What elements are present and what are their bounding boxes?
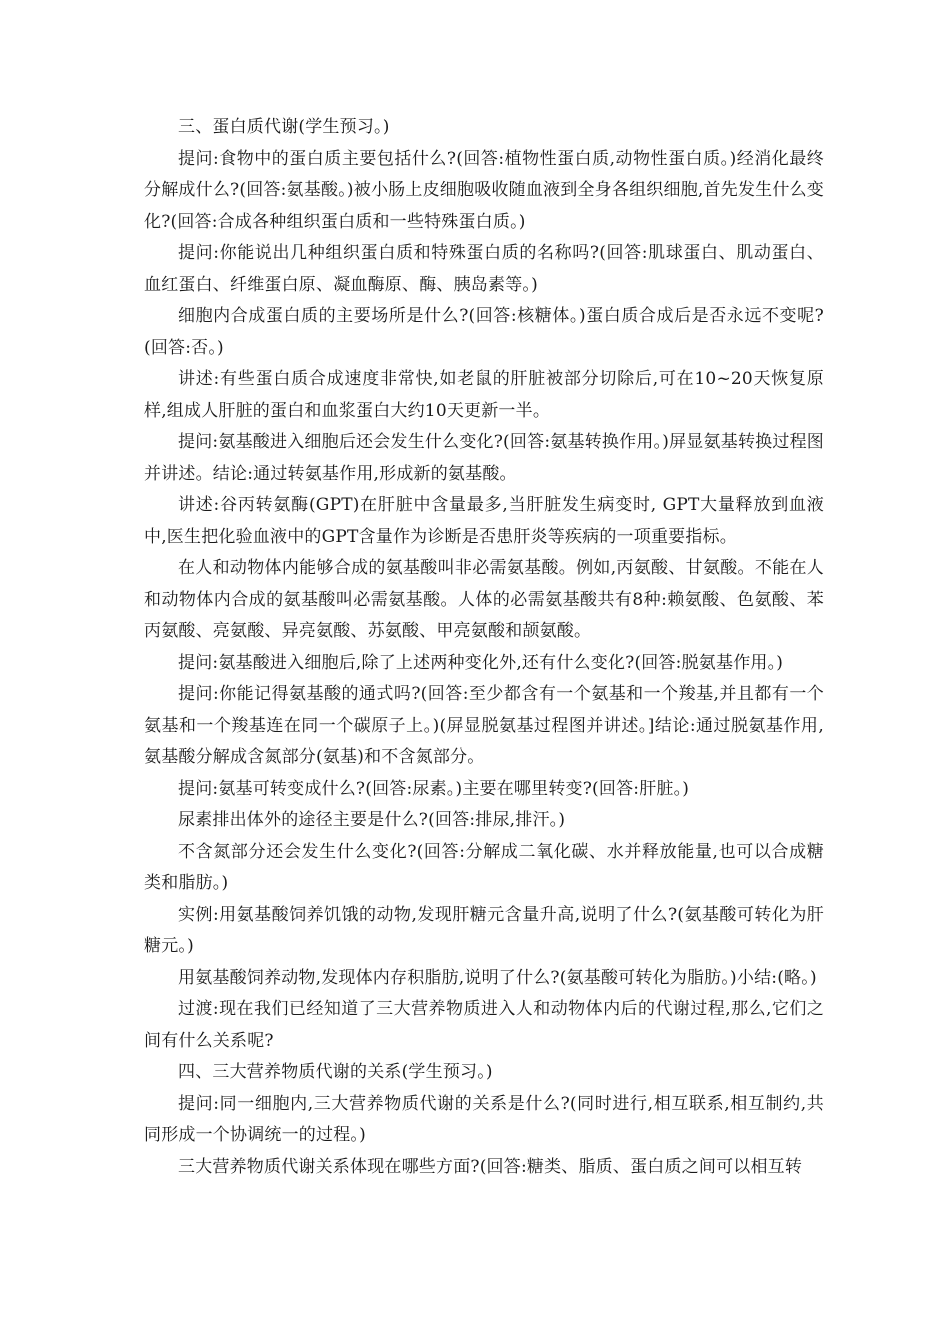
paragraph-gpt: 讲述:谷丙转氨酶(GPT)在肝脏中含量最多,当肝脏发生病变时, GPT大量释放到血液中,医生把化验血液中的GPT含量作为诊断是否患肝炎等疾病的一项重要指标。	[144, 495, 824, 547]
paragraph-essential-amino-acids: 在人和动物体内能够合成的氨基酸叫非必需氨基酸。例如,丙氨酸、甘氨酸。不能在人和动物体内合成的氨基酸叫必需氨基酸。人体的必需氨基酸共有8种:赖氨酸、色氨酸、苯丙氨酸、亮氨酸、异亮氨酸、苏氨酸、甲亮氨酸和颉氨酸。	[144, 558, 824, 641]
paragraph-protein-turnover: 讲述:有些蛋白质合成速度非常快,如老鼠的肝脏被部分切除后,可在10~20天恢复原样,组成人肝脏的蛋白和血浆蛋白大约10天更新一半。	[144, 369, 824, 421]
paragraph-relationship-question: 提问:同一细胞内,三大营养物质代谢的关系是什么?(同时进行,相互联系,相互制约,共同形成一个协调统一的过程。)	[144, 1093, 824, 1145]
paragraph-amino-acid-formula: 提问:你能记得氨基酸的通式吗?(回答:至少都含有一个氨基和一个羧基,并且都有一个氨基和一个羧基连在同一个碳原子上。)(屏显脱氨基过程图并讲述。]结论:通过脱氨基作用,氨基酸分解成含氮部分(氨基)和不含氮部分。	[144, 684, 824, 767]
paragraph-example-fat: 用氨基酸饲养动物,发现体内存积脂肪,说明了什么?(氨基酸可转化为脂肪。)小结:(略。)	[178, 967, 817, 988]
paragraph-urea: 提问:氨基可转变成什么?(回答:尿素。)主要在哪里转变?(回答:肝脏。)	[178, 778, 690, 799]
paragraph-question-protein-names: 提问:你能说出几种组织蛋白质和特殊蛋白质的名称吗?(回答:肌球蛋白、肌动蛋白、血红蛋白、纤维蛋白原、凝血酶原、酶、胰岛素等。)	[144, 243, 824, 295]
paragraph-transamination: 提问:氨基酸进入细胞后还会发生什么变化?(回答:氨基转换作用。)屏显氨基转换过程图并讲述。结论:通过转氨基作用,形成新的氨基酸。	[144, 432, 824, 484]
paragraph-relationship-aspects: 三大营养物质代谢关系体现在哪些方面?(回答:糖类、脂质、蛋白质之间可以相互转	[178, 1156, 803, 1177]
paragraph-transition: 过渡:现在我们已经知道了三大营养物质进入人和动物体内后的代谢过程,那么,它们之间有什么关系呢?	[144, 999, 824, 1051]
paragraph-deamination-question: 提问:氨基酸进入细胞后,除了上述两种变化外,还有什么变化?(回答:脱氨基作用。)	[178, 652, 784, 673]
paragraph-example-glycogen: 实例:用氨基酸饲养饥饿的动物,发现肝糖元含量升高,说明了什么?(氨基酸可转化为肝糖元。)	[144, 904, 824, 956]
paragraph-non-nitrogen-part: 不含氮部分还会发生什么变化?(回答:分解成二氧化碳、水并释放能量,也可以合成糖类和脂肪。)	[144, 841, 824, 893]
paragraph-urea-excretion: 尿素排出体外的途径主要是什么?(回答:排尿,排汗。)	[178, 810, 566, 830]
document-body	[144, 112, 824, 1183]
paragraph-synthesis-site: 细胞内合成蛋白质的主要场所是什么?(回答:核糖体。)蛋白质合成后是否永远不变呢?(回答:否。)	[144, 306, 824, 358]
section-heading-protein-metabolism: 三、蛋白质代谢(学生预习。)	[178, 117, 390, 137]
section-heading-metabolism-relationship: 四、三大营养物质代谢的关系(学生预习。)	[178, 1062, 493, 1082]
paragraph-question-dietary-protein: 提问:食物中的蛋白质主要包括什么?(回答:植物性蛋白质,动物性蛋白质。)经消化最终分解成什么?(回答:氨基酸。)被小肠上皮细胞吸收随血液到全身各组织细胞,首先发生什么变化?(回答:合成各种组织蛋白质和一些特殊蛋白质。)	[144, 148, 824, 232]
